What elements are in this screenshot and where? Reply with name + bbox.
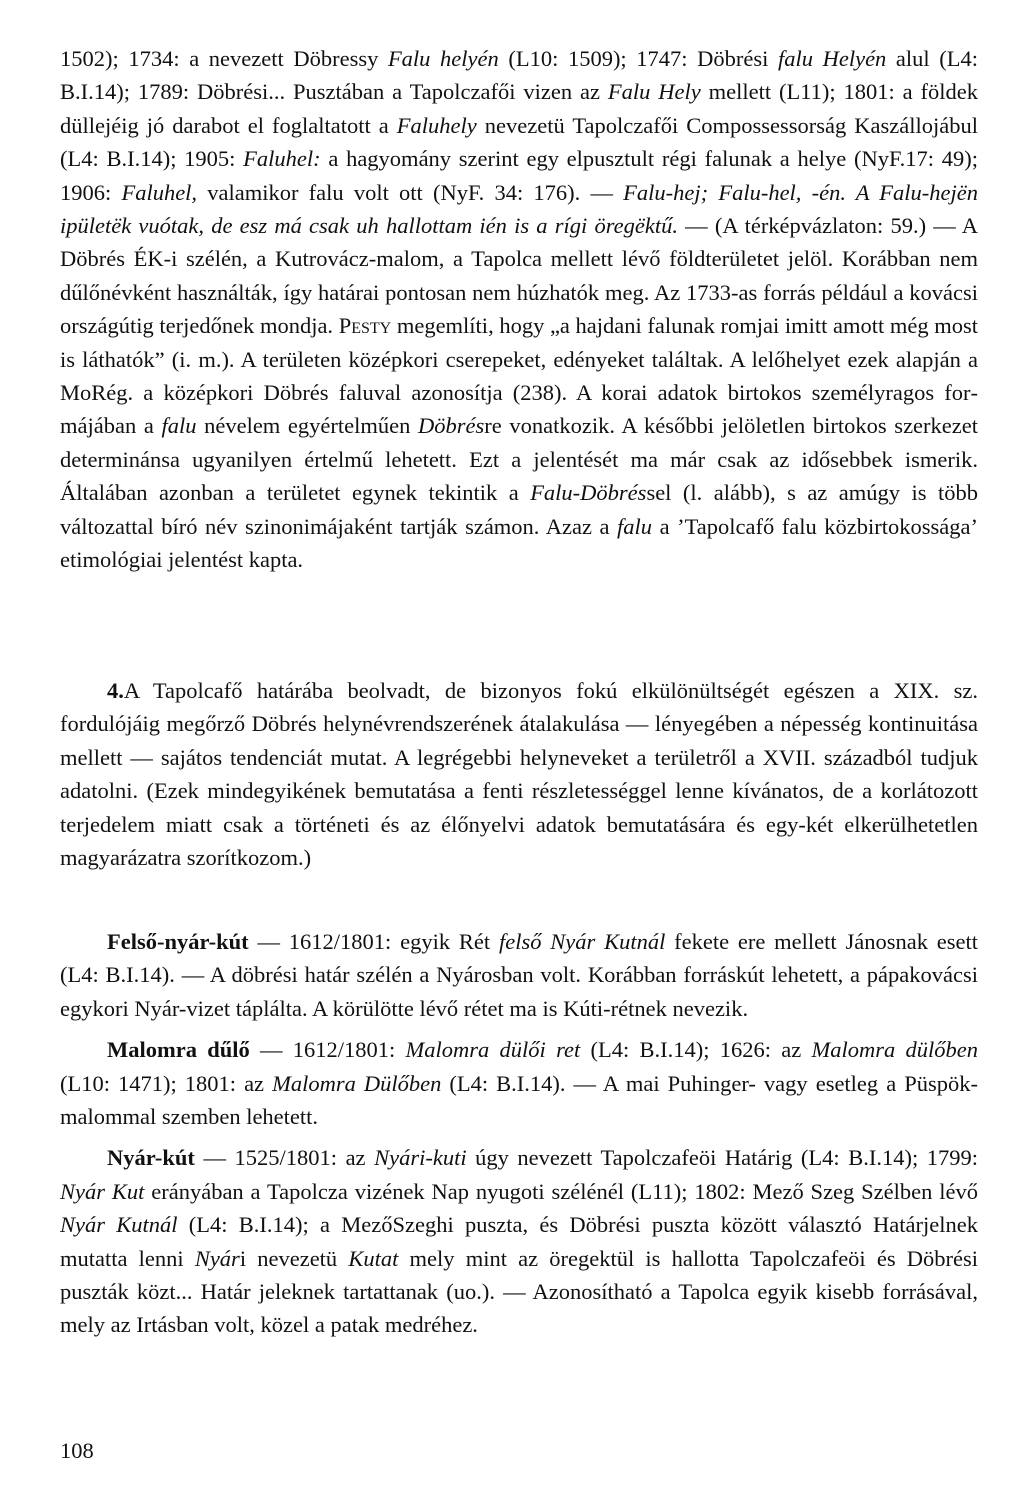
text-run: felső Nyár Kutnál [498, 929, 666, 954]
text-run: Felső-nyár-kút [107, 929, 249, 954]
text-run: a hagyomány szerint egy elpusztult régi falunak a helye (NyF.17: 49); 1906: [60, 146, 978, 205]
entry-nyar-kut [60, 1141, 978, 1341]
text-run: — (A térképvázlaton: 59.) — A Döbrés ÉK-i szélén, a Kutrovácz-malom, a Tapolca mellett lévő földterületet jelöl. Korábban nem dűlőnévként használták, így határai pontosan nem húzhatók meg. Az 1733-as forrás például a kovácsi országútig terjedőnek mondja. [60, 213, 978, 339]
text-run: megemlíti, hogy „a hajdani falunak romjai imitt amott még most is láthatók” (i. m.). A területen középkori cserepeket, edényeket találtak. A lelőhelyet ezek alapján a MoRég. a középkori Döbrés faluval azonosítja (238). A korai adatok birtokos személyragos formájában a [60, 313, 978, 439]
text-run: Malomra dűlő [107, 1037, 250, 1063]
page-number: 108 [60, 1438, 94, 1463]
text-run: falu [161, 413, 197, 439]
entry-felso-nyar-kut [60, 925, 978, 1025]
text-run: Faluhely [396, 112, 477, 138]
text-run: (L4: B.I.14); 1626: az [580, 1037, 812, 1063]
text-block-entries [60, 925, 978, 1342]
text-run: (L10: 1471); 1801: az [60, 1070, 273, 1096]
text-run: a ’Tapolcafő falu közbirtokossága’ etimológiai jelentést kapta. [60, 513, 978, 573]
text-block-section-4 [60, 674, 978, 874]
text-run: valamikor falu volt ott (NyF. 34: 176). — [197, 179, 624, 205]
text-run: fekete ere mellett Jánosnak esett (L4: B.I.14). — A döbrési határ szélén a Nyárosban volt. Korábban forráskút lehetett, a pápakovácsi egykori Nyár-vizet táplálta. A körülötte lévő rétet ma is Kúti-rétnek nevezik. [60, 929, 978, 1021]
paragraph-section-4 [60, 674, 978, 874]
text-run: A Tapolcafő határába beolvadt, de bizonyos fokú elkülönültségét egészen a XIX. sz. fordulójáig megőrző Döbrés helynévrendszerének átalakulása — lényegében a népesség kontinuitása mellett — sajátos tendenciát mutat. A legrégebbi helyneveket a területről a XVII. századból tudjuk adatolni. (Ezek mindegyikének bemutatása a fenti részletességgel lenne kívánatos, de a korlátozott terjedelem miatt csak a történeti és az élőnyelvi adatok bemutatására és egy-két elkerülhetetlen magyarázatra szorítkozom.) [60, 678, 978, 871]
text-run: Nyár Kut [60, 1178, 145, 1204]
text-run: Faluhel: [243, 146, 321, 172]
text-run: úgy nevezett Tapolczafeöi Határig (L4: B.I.14); 1799: [466, 1145, 978, 1171]
text-run: Nyár [194, 1245, 240, 1271]
text-run: sel (l. alább), s az amúgy is több változattal bíró név szinonimájaként tartják számon. Azaz a [60, 480, 978, 539]
text-run: alul (L4: B.I.14); 1789: Döbrési... Pusztában a Tapolczafői vizen az [60, 46, 978, 105]
text-run: Malomra dülői ret [405, 1037, 581, 1063]
text-run: Nyári-kuti [374, 1145, 467, 1171]
text-run: nevezetü Tapolczafői Compossessorság Kaszállojábul (L4: B.I.14); 1905: [60, 112, 978, 172]
paragraph-continuation [60, 42, 978, 577]
text-run: mellett (L11); 1801: a földek düllejéig jó darabot el foglaltatott a [60, 79, 978, 138]
text-run: falu Helyén [777, 46, 887, 71]
text-run: Nyár-kút [107, 1145, 195, 1171]
text-run: erányában a Tapolcza vizének Nap nyugoti szélénél (L11); 1802: Mező Szeg Szélben lévő [144, 1178, 978, 1204]
text-run: falu [617, 513, 653, 539]
text-run: Faluhel, [121, 179, 198, 205]
text-run: 1502); 1734: a nevezett Döbressy [60, 46, 388, 71]
text-run: Falu-hej; Falu-hel, -én. A Falu-hejën ipületëk vuótak, de esz má csak uh hallottam ién is a rígi öregëktű. [60, 179, 978, 239]
text-run: re vonatkozik. A későbbi jelöletlen birtokos szerkezet determinánsa ugyanilyen értelmű lehetett. Ezt a jelentését ma már csak az idősebbek ismerik. Általában azonban a területet egynek tekintik a [60, 413, 978, 506]
text-run: — 1612/1801: egyik Rét [248, 929, 499, 954]
text-block-top [60, 42, 978, 577]
text-run: Döbrés [418, 413, 485, 439]
text-run: névelem egyértelműen [196, 413, 418, 439]
text-run: mely mint az öregektül is hallotta Tapolczafeöi és Döbrési puszták közt... Határ jeleknek tartattanak (uo.). — Azonosítható a Tapolca egyik kisebb forrásával, mely az Irtásban volt, közel a patak medréhez. [60, 1245, 979, 1338]
text-run: Falu Hely [607, 79, 701, 105]
text-run: Falu-Döbrés [530, 480, 647, 506]
text-run: i nevezetü [239, 1245, 349, 1271]
text-run: (L4: B.I.14). — A mai Puhinger- vagy esetleg a Püspök-malommal szemben lehetett. [60, 1070, 978, 1130]
text-run: (L10: 1509); 1747: Döbrési [498, 46, 778, 71]
text-run: Nyár Kutnál [60, 1212, 178, 1238]
entry-malomra-dulo [60, 1033, 978, 1133]
text-run: Falu helyén [387, 46, 499, 71]
text-run: — 1525/1801: az [194, 1145, 375, 1171]
text-run: Kutat [348, 1245, 399, 1271]
text-run: Pesty [338, 313, 392, 339]
text-run: (L4: B.I.14); a MezőSzeghi puszta, és Döbrési puszta között választó Határjelnek mutatta lenni [60, 1212, 979, 1271]
text-run: — 1612/1801: [249, 1037, 406, 1063]
text-run: Malomra dülőben [811, 1037, 978, 1063]
text-run: Malomra Dülőben [272, 1070, 442, 1096]
text-run: 4. [107, 678, 124, 703]
